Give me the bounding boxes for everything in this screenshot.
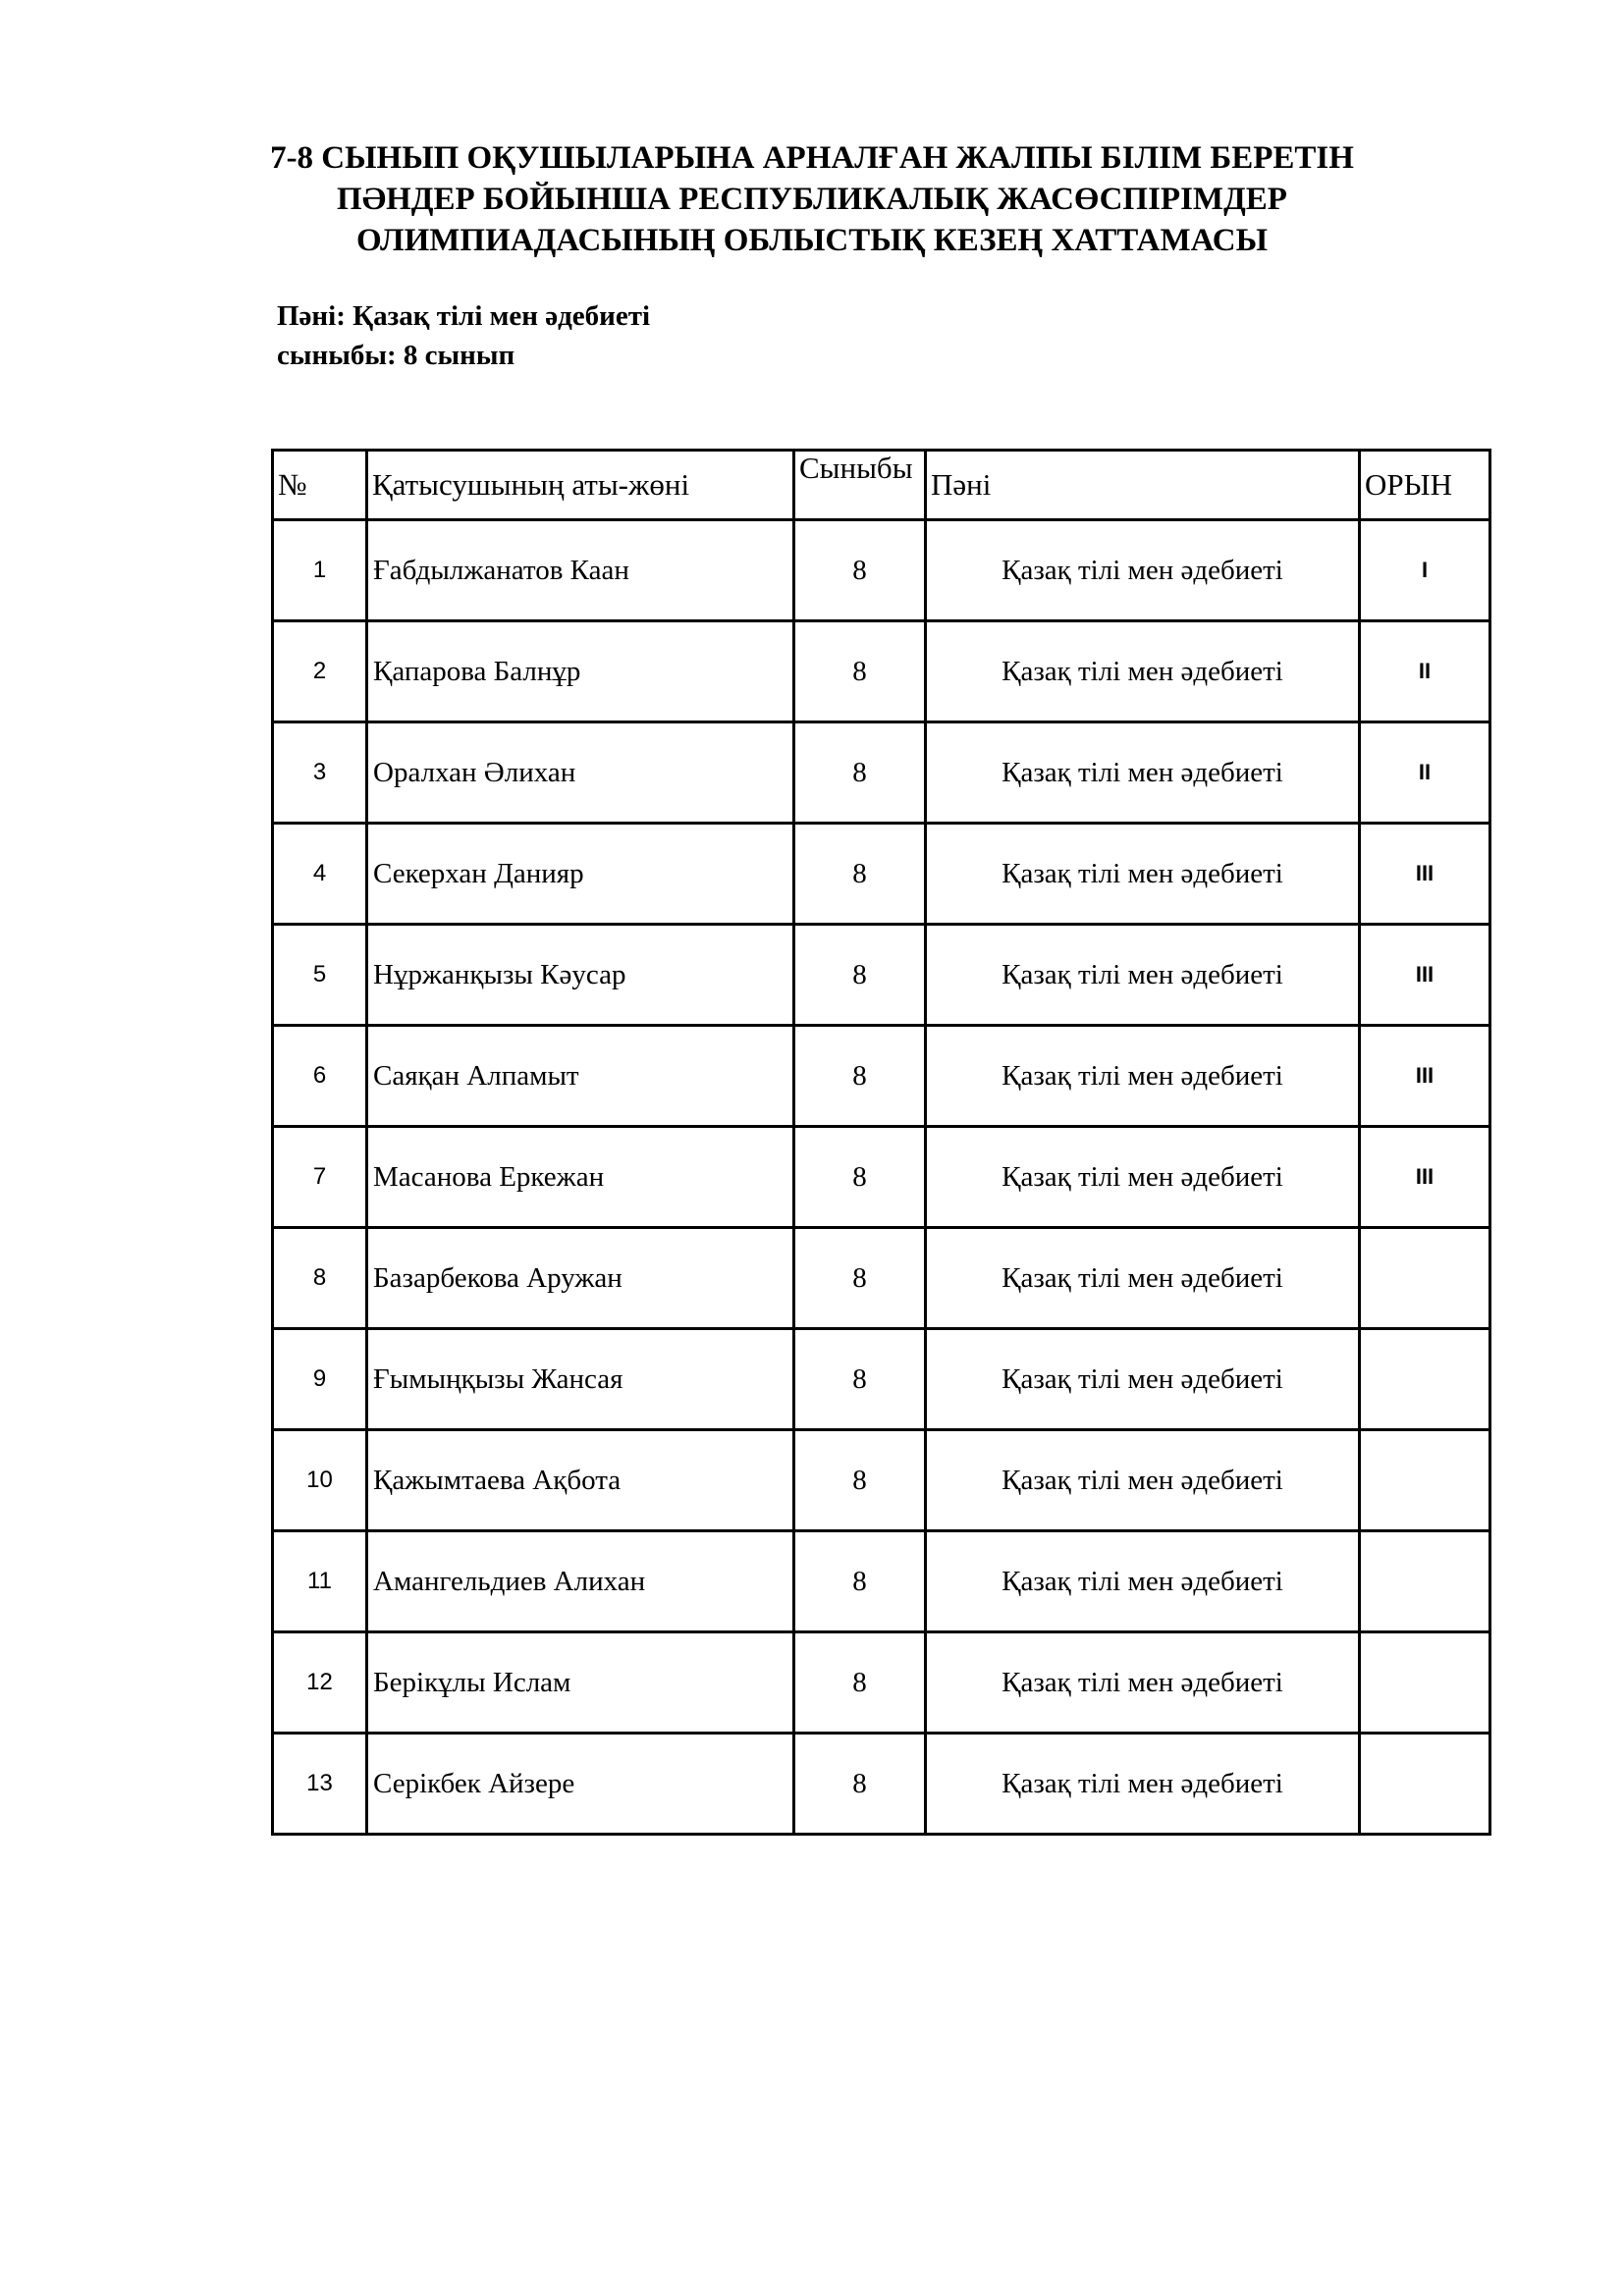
row-number: 1 <box>273 520 367 621</box>
participant-subject: Қазақ тілі мен әдебиеті <box>926 1228 1360 1329</box>
results-body <box>273 520 1490 1835</box>
participant-name: Қапарова Балнұр <box>367 621 794 722</box>
table-row <box>273 1228 1490 1329</box>
results-table <box>271 449 1491 1836</box>
participant-subject: Қазақ тілі мен әдебиеті <box>926 1531 1360 1632</box>
participant-place <box>1360 1734 1490 1835</box>
participant-class: 8 <box>794 1026 926 1127</box>
participant-name: Саяқан Алпамыт <box>367 1026 794 1127</box>
participant-name: Қажымтаева Ақбота <box>367 1430 794 1531</box>
participant-class: 8 <box>794 1127 926 1228</box>
table-row <box>273 1127 1490 1228</box>
document-meta <box>277 296 650 375</box>
participant-name: Секерхан Данияр <box>367 824 794 925</box>
participant-place: III <box>1360 1127 1490 1228</box>
header-number: № <box>273 451 367 520</box>
participant-place: III <box>1360 1026 1490 1127</box>
participant-class: 8 <box>794 1228 926 1329</box>
table-row <box>273 722 1490 824</box>
table-row <box>273 1026 1490 1127</box>
participant-place <box>1360 1228 1490 1329</box>
row-number: 10 <box>273 1430 367 1531</box>
participant-class: 8 <box>794 1632 926 1734</box>
document-title <box>223 137 1401 261</box>
row-number: 9 <box>273 1329 367 1430</box>
participant-name: Ғымыңқызы Жансая <box>367 1329 794 1430</box>
participant-place <box>1360 1531 1490 1632</box>
participant-class: 8 <box>794 1531 926 1632</box>
participant-class: 8 <box>794 1430 926 1531</box>
participant-subject: Қазақ тілі мен әдебиеті <box>926 722 1360 824</box>
participant-class: 8 <box>794 925 926 1026</box>
row-number: 7 <box>273 1127 367 1228</box>
subject-line: Пәні: Қазақ тілі мен әдебиеті <box>277 300 651 332</box>
participant-name: Масанова Еркежан <box>367 1127 794 1228</box>
table-row <box>273 520 1490 621</box>
participant-subject: Қазақ тілі мен әдебиеті <box>926 1632 1360 1734</box>
title-line-1: 7-8 СЫНЫП ОҚУШЫЛАРЫНА АРНАЛҒАН ЖАЛПЫ БІЛІМ БЕРЕТІН <box>270 140 1354 176</box>
participant-place <box>1360 1430 1490 1531</box>
participant-subject: Қазақ тілі мен әдебиеті <box>926 1329 1360 1430</box>
header-subject: Пәні <box>926 451 1360 520</box>
table-row <box>273 824 1490 925</box>
table-row <box>273 621 1490 722</box>
participant-name: Амангельдиев Алихан <box>367 1531 794 1632</box>
participant-subject: Қазақ тілі мен әдебиеті <box>926 824 1360 925</box>
participant-name: Оралхан Әлихан <box>367 722 794 824</box>
participant-class: 8 <box>794 520 926 621</box>
title-line-3: ОЛИМПИАДАСЫНЫҢ ОБЛЫСТЫҚ КЕЗЕҢ ХАТТАМАСЫ <box>355 223 1269 258</box>
participant-name: Берікұлы Ислам <box>367 1632 794 1734</box>
participant-class: 8 <box>794 824 926 925</box>
participant-subject: Қазақ тілі мен әдебиеті <box>926 621 1360 722</box>
participant-subject: Қазақ тілі мен әдебиеті <box>926 1430 1360 1531</box>
participant-subject: Қазақ тілі мен әдебиеті <box>926 520 1360 621</box>
table-row <box>273 1531 1490 1632</box>
table-row <box>273 1734 1490 1835</box>
participant-name: Базарбекова Аружан <box>367 1228 794 1329</box>
row-number: 2 <box>273 621 367 722</box>
participant-place: II <box>1360 621 1490 722</box>
table-row <box>273 1430 1490 1531</box>
header-participant-name: Қатысушының аты-жөні <box>367 451 794 520</box>
table-header-row <box>273 451 1490 520</box>
participant-class: 8 <box>794 1734 926 1835</box>
title-line-2: ПӘНДЕР БОЙЫНША РЕСПУБЛИКАЛЫҚ ЖАСӨСПІРІМДЕР <box>337 182 1287 217</box>
row-number: 8 <box>273 1228 367 1329</box>
row-number: 3 <box>273 722 367 824</box>
participant-name: Серікбек Айзере <box>367 1734 794 1835</box>
participant-place: I <box>1360 520 1490 621</box>
header-class: Сыныбы <box>794 451 926 520</box>
participant-place: II <box>1360 722 1490 824</box>
table-row <box>273 1329 1490 1430</box>
participant-subject: Қазақ тілі мен әдебиеті <box>926 1127 1360 1228</box>
participant-place: III <box>1360 925 1490 1026</box>
participant-subject: Қазақ тілі мен әдебиеті <box>926 925 1360 1026</box>
participant-place <box>1360 1632 1490 1734</box>
table-row <box>273 1632 1490 1734</box>
row-number: 5 <box>273 925 367 1026</box>
row-number: 12 <box>273 1632 367 1734</box>
participant-class: 8 <box>794 722 926 824</box>
row-number: 11 <box>273 1531 367 1632</box>
participant-place <box>1360 1329 1490 1430</box>
row-number: 4 <box>273 824 367 925</box>
participant-place: III <box>1360 824 1490 925</box>
table-row <box>273 925 1490 1026</box>
participant-name: Нұржанқызы Кәусар <box>367 925 794 1026</box>
participant-class: 8 <box>794 1329 926 1430</box>
row-number: 13 <box>273 1734 367 1835</box>
header-place: ОРЫН <box>1360 451 1490 520</box>
participant-subject: Қазақ тілі мен әдебиеті <box>926 1734 1360 1835</box>
participant-name: Ғабдылжанатов Каан <box>367 520 794 621</box>
class-line: сыныбы: 8 сынып <box>277 340 515 371</box>
row-number: 6 <box>273 1026 367 1127</box>
participant-subject: Қазақ тілі мен әдебиеті <box>926 1026 1360 1127</box>
participant-class: 8 <box>794 621 926 722</box>
